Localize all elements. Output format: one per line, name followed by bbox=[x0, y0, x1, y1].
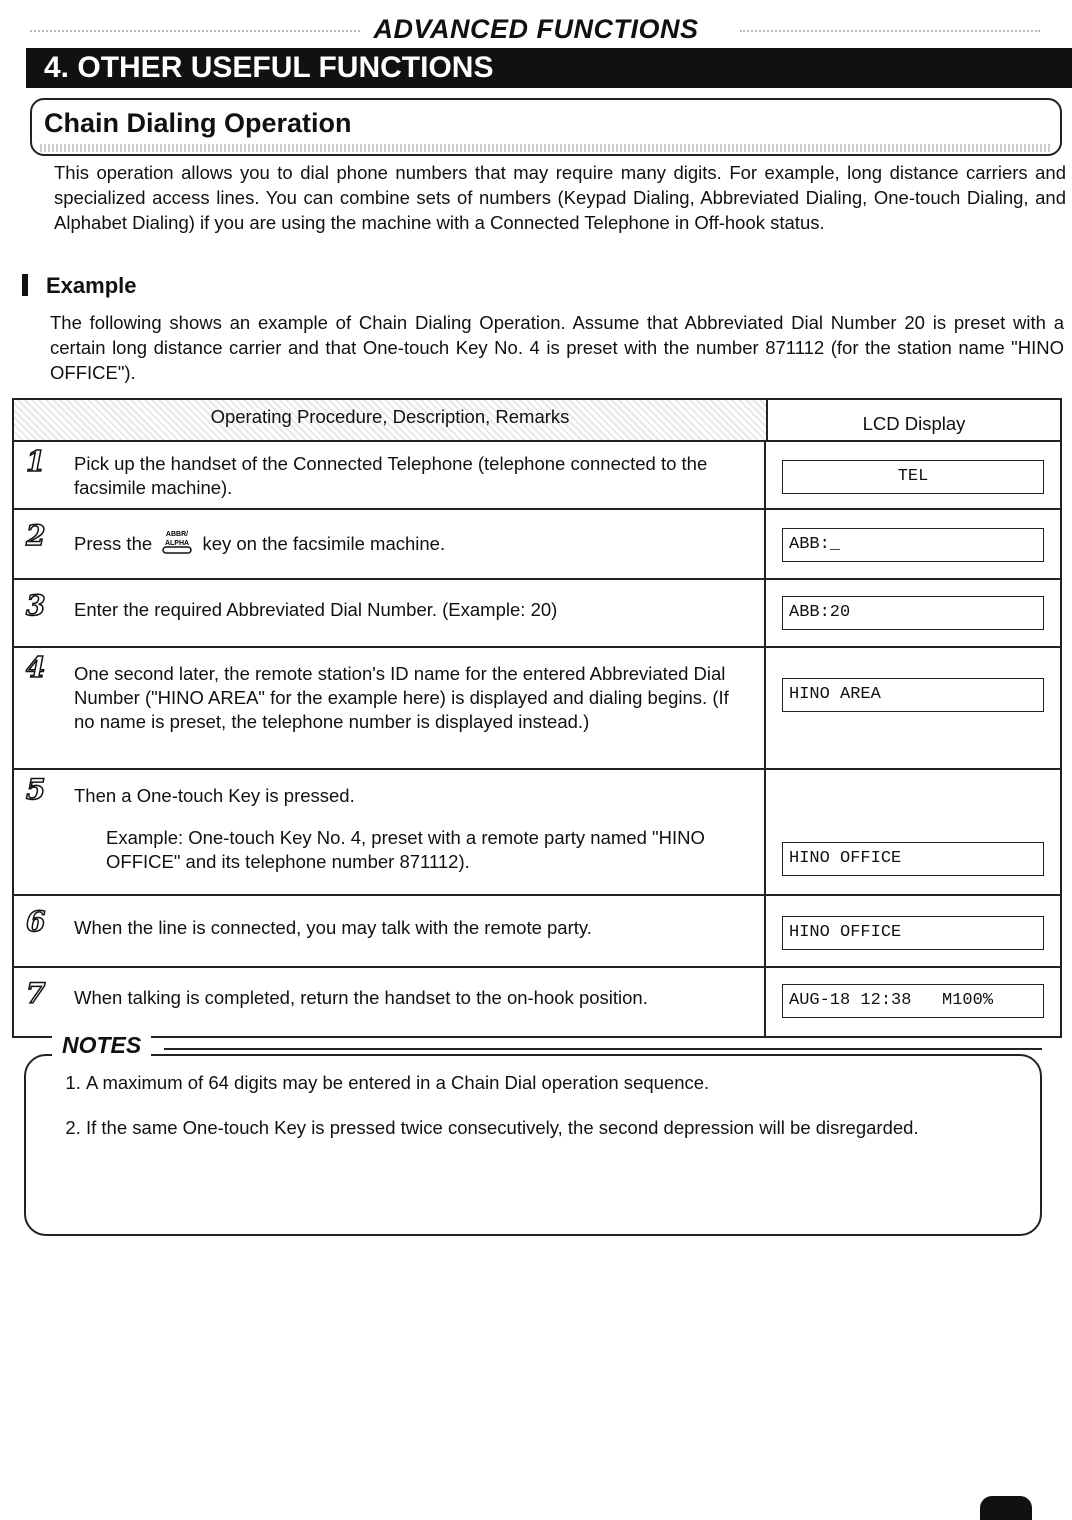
table-row-step-2 bbox=[14, 510, 1060, 580]
key-bottom-label: ALPHA bbox=[165, 540, 190, 547]
abbr-alpha-key-icon bbox=[159, 528, 195, 556]
step-number: 3 bbox=[26, 589, 46, 622]
procedure-table bbox=[12, 398, 1062, 1038]
lcd-display: AUG-18 12:38 M100% bbox=[782, 984, 1044, 1018]
table-row-step-7 bbox=[14, 968, 1060, 1036]
note-item: 2. If the same One-touch Key is pressed twice consecutively, the second depression will be disregarded. bbox=[86, 1115, 1046, 1140]
table-row-step-6 bbox=[14, 896, 1060, 968]
step-number: 2 bbox=[26, 519, 46, 552]
header-dotted-rule-right bbox=[740, 30, 1040, 36]
key-top-label: ABBR/ bbox=[166, 531, 189, 538]
notes-box bbox=[24, 1030, 1042, 1236]
lcd-display: ABB:_ bbox=[782, 528, 1044, 562]
example-paragraph: The following shows an example of Chain Dialing Operation. Assume that Abbreviated Dial Number 20 is preset with a certain long distance carrier and that One-touch Key No. 4 is preset with the number 871112 (for the station name "HINO OFFICE"). bbox=[50, 312, 1064, 383]
step-number: 5 bbox=[26, 773, 46, 806]
table-row-step-3 bbox=[14, 580, 1060, 648]
table-header-row bbox=[14, 400, 1060, 442]
example-heading bbox=[22, 273, 137, 299]
running-title: ADVANCED FUNCTIONS bbox=[364, 14, 709, 45]
step-text: When the line is connected, you may talk with the remote party. bbox=[74, 917, 592, 938]
key-outline bbox=[163, 547, 191, 553]
lcd-display: HINO OFFICE bbox=[782, 842, 1044, 876]
lcd-display: ABB:20 bbox=[782, 596, 1044, 630]
note-item: 1. A maximum of 64 digits may be entered in a Chain Dial operation sequence. bbox=[86, 1070, 1046, 1095]
step-example-text: Example: One-touch Key No. 4, preset with a remote party named "HINO OFFICE" and its telephone number 871112). bbox=[106, 827, 705, 872]
table-row-step-5 bbox=[14, 770, 1060, 896]
column-header-lcd: LCD Display bbox=[862, 413, 966, 434]
subsection-box bbox=[30, 98, 1062, 156]
example-heading-text: Example bbox=[46, 273, 137, 298]
step-text-before: Press the bbox=[74, 533, 153, 554]
lcd-display: HINO AREA bbox=[782, 678, 1044, 712]
table-row-step-1 bbox=[14, 442, 1060, 510]
notes-rule bbox=[164, 1048, 1042, 1050]
step-text: Enter the required Abbreviated Dial Number. (Example: 20) bbox=[74, 599, 558, 620]
notes-title: NOTES bbox=[52, 1032, 151, 1059]
column-header-procedure: Operating Procedure, Description, Remarks bbox=[14, 400, 768, 440]
lcd-display: HINO OFFICE bbox=[782, 916, 1044, 950]
notes-list bbox=[54, 1070, 1046, 1160]
step-number: 6 bbox=[26, 905, 46, 938]
page-number-tab bbox=[980, 1496, 1032, 1520]
running-header bbox=[0, 14, 1072, 48]
header-dotted-rule-left bbox=[30, 30, 360, 36]
heading-bullet-icon bbox=[22, 274, 28, 296]
intro-paragraph: This operation allows you to dial phone numbers that may require many digits. For example, long distance carriers and specialized access lines. You can combine sets of numbers (Keypad Dialing, Abbreviated Dialing, One-touch Dialing, and Alphabet Dialing) if you are using the machine with a Connected Telephone in Off-hook status. bbox=[54, 162, 1066, 233]
subsection-title: Chain Dialing Operation bbox=[44, 108, 352, 138]
step-number: 4 bbox=[26, 651, 46, 684]
section-title: 4. OTHER USEFUL FUNCTIONS bbox=[26, 48, 1072, 88]
step-text: Then a One-touch Key is pressed. bbox=[74, 785, 355, 806]
step-text: One second later, the remote station's ID name for the entered Abbreviated Dial Number ("HINO AREA" for the example here) is displayed and dialing begins. (If no name is preset, the telephone number is displayed instead.) bbox=[74, 663, 729, 732]
step-text-after: key on the facsimile machine. bbox=[202, 533, 446, 554]
step-text: Pick up the handset of the Connected Telephone (telephone connected to the facsimile machine). bbox=[74, 453, 708, 498]
table-row-step-4 bbox=[14, 648, 1060, 770]
step-number: 1 bbox=[26, 445, 46, 478]
subsection-shading bbox=[40, 144, 1052, 152]
lcd-display: TEL bbox=[782, 460, 1044, 494]
step-number: 7 bbox=[26, 977, 46, 1010]
step-text: When talking is completed, return the handset to the on-hook position. bbox=[74, 987, 648, 1008]
